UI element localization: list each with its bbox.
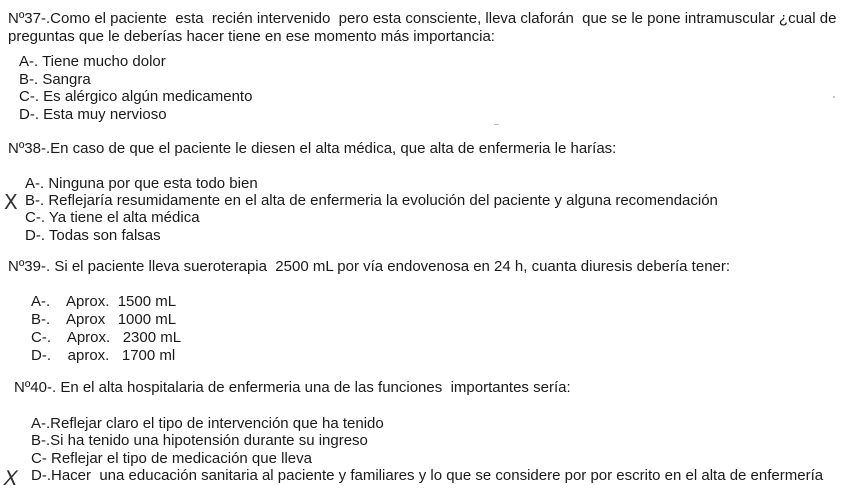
scan-speck [833,96,835,98]
question-38-option-c: C-. Ya tiene el alta médica [25,209,200,226]
question-37-prompt-line-2: preguntas que le deberías hacer tiene en ese momento más importancia: [8,28,495,45]
question-37-option-c: C-. Es alérgico algún medicamento [19,88,253,105]
question-40-option-c: C- Reflejar el tipo de medicación que lleva [31,450,312,467]
question-39-prompt: Nº39-. Si el paciente lleva sueroterapia 2500 mL por vía endovenosa en 24 h, cuanta diuresis debería tener: [8,258,731,275]
question-37-option-b: B-. Sangra [19,71,91,88]
scan-speck [494,124,499,125]
handwritten-x-mark-icon: X [4,190,18,214]
question-40-option-d: D-.Hacer una educación sanitaria al paciente y familiares y lo que se considere por por escrito en el alta de enfermería [31,467,824,484]
question-40-option-a: A-.Reflejar claro el tipo de intervención que ha tenido [31,415,384,432]
question-38-option-d: D-. Todas son falsas [25,227,161,244]
question-37-option-a: A-. Tiene mucho dolor [19,53,166,70]
question-39-option-b: B-. Aprox 1000 mL [31,311,177,328]
handwritten-x-mark-icon: X [1,466,21,490]
question-40-option-b: B-.Si ha tenido una hipotensión durante su ingreso [31,432,368,449]
question-38-option-b: B-. Reflejaría resumidamente en el alta de enfermeria la evolución del paciente y alguna recomendación [25,192,718,209]
question-38-prompt: Nº38-.En caso de que el paciente le diesen el alta médica, que alta de enfermeria le harías: [8,140,617,157]
question-39-option-d: D-. aprox. 1700 ml [31,347,176,364]
question-37-option-d: D-. Esta muy nervioso [19,106,167,123]
question-39-option-c: C-. Aprox. 2300 mL [31,329,182,346]
question-39-option-a: A-. Aprox. 1500 mL [31,293,177,310]
question-40-prompt: Nº40-. En el alta hospitalaria de enfermeria una de las funciones importantes sería: [14,379,571,396]
question-37-prompt-line-1: Nº37-.Como el paciente esta recién intervenido pero esta consciente, lleva claforán que se le pone intramuscular ¿cual de [8,10,837,27]
question-38-option-a: A-. Ninguna por que esta todo bien [25,175,258,192]
